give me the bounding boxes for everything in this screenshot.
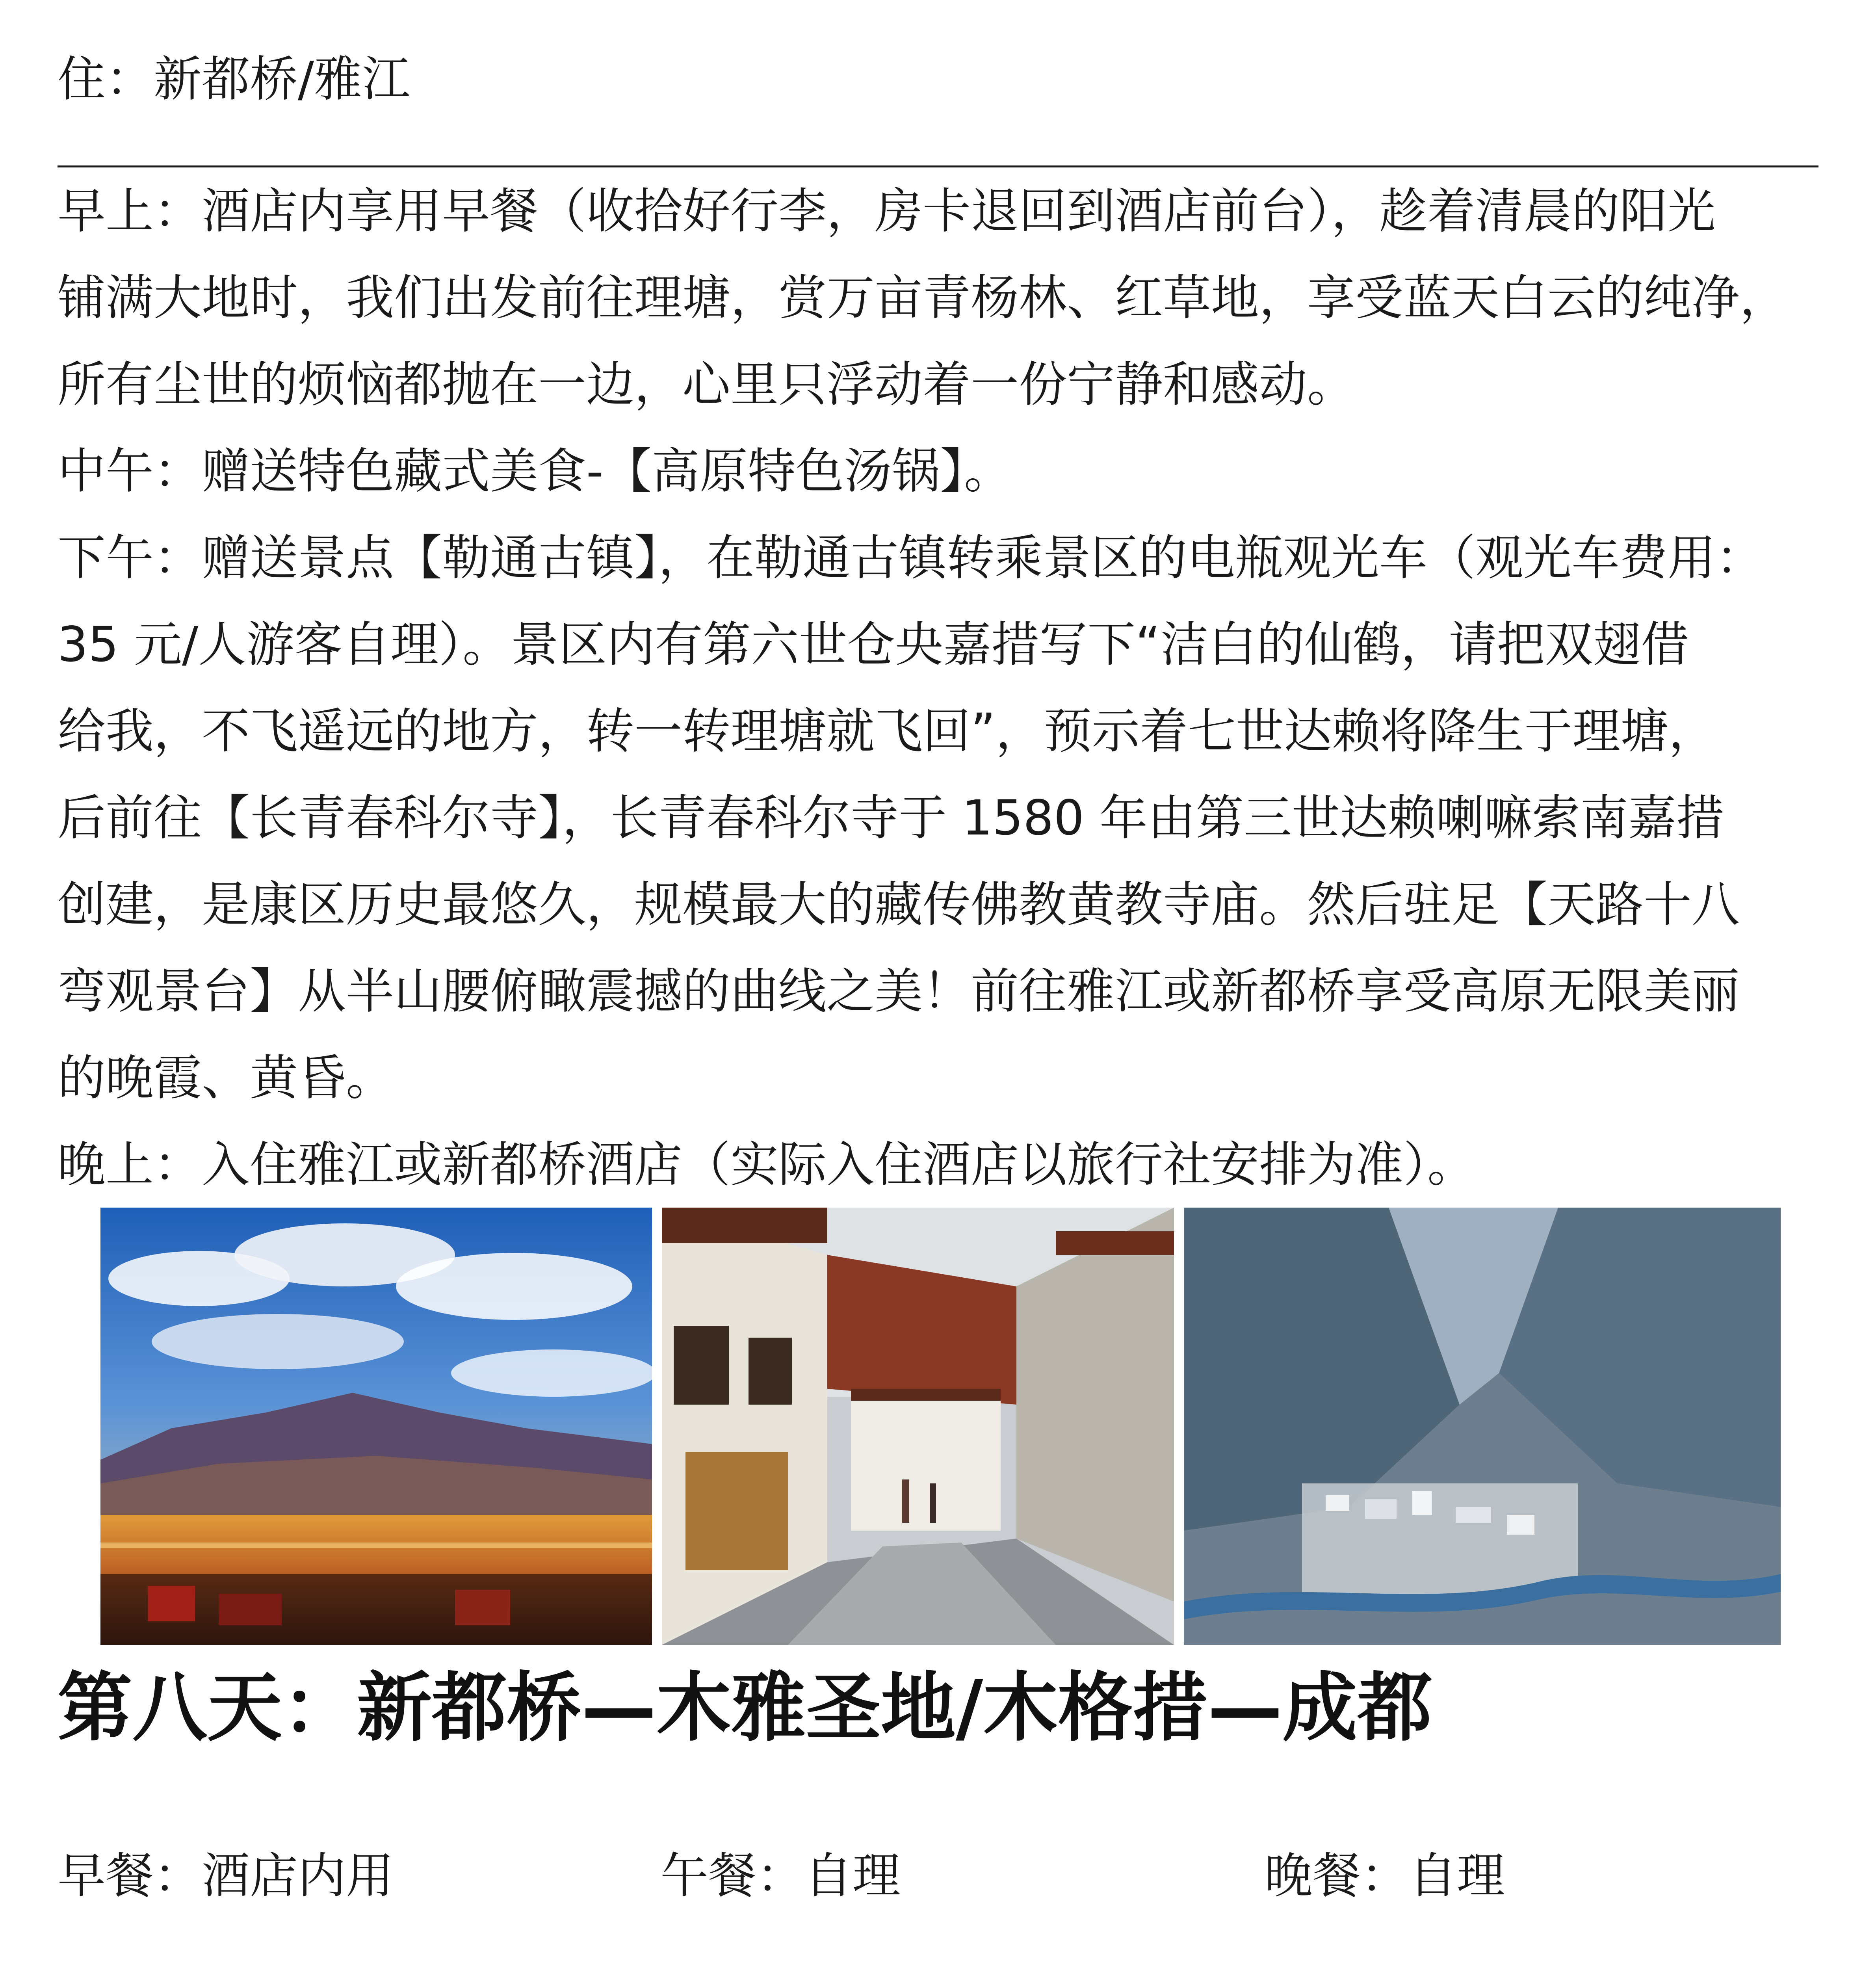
meal-breakfast: 早餐：酒店内用 [58,1848,394,1904]
photo-litang-grassland [100,1208,652,1645]
paragraph-line: 的晚霞、黄昏。 [58,1050,394,1106]
paragraph-line: 中午：赠送特色藏式美食-【高原特色汤锅】。 [58,443,1012,499]
paragraph-line: 所有尘世的烦恼都抛在一边，心里只浮动着一份宁静和感动。 [58,357,1355,413]
day-title: 第八天：新都桥—木雅圣地/木格措—成都 [58,1664,1432,1751]
stay-line: 住：新都桥/雅江 [58,51,410,107]
paragraph-line: 早上：酒店内享用早餐（收拾好行李，房卡退回到酒店前台），趁着清晨的阳光 [58,183,1716,239]
divider [58,165,1818,167]
paragraph-line: 铺满大地时，我们出发前往理塘，赏万亩青杨林、红草地，享受蓝天白云的纯净， [58,270,1788,326]
paragraph-line: 给我，不飞遥远的地方，转一转理塘就飞回”，预示着七世达赖将降生于理塘， [58,703,1717,759]
meal-lunch: 午餐：自理 [660,1848,901,1904]
paragraph-line: 下午：赠送景点【勒通古镇】，在勒通古镇转乘景区的电瓶观光车（观光车费用： [58,530,1764,586]
photo-litong-ancient-town [662,1208,1174,1645]
photo-yajiang-valley [1184,1208,1781,1645]
paragraph-line: 35 元/人游客自理）。景区内有第六世仓央嘉措写下“洁白的仙鹤，请把双翅借 [58,617,1689,673]
meal-dinner: 晚餐：自理 [1265,1848,1505,1904]
paragraph-line: 创建，是康区历史最悠久，规模最大的藏传佛教黄教寺庙。然后驻足【天路十八 [58,877,1740,933]
paragraph-line: 后前往【长青春科尔寺】，长青春科尔寺于 1580 年由第三世达赖喇嘛索南嘉措 [58,790,1725,846]
paragraph-line: 弯观景台】从半山腰俯瞰震撼的曲线之美！前往雅江或新都桥享受高原无限美丽 [58,963,1740,1019]
paragraph-line: 晚上：入住雅江或新都桥酒店（实际入住酒店以旅行社安排为准）。 [58,1137,1475,1193]
